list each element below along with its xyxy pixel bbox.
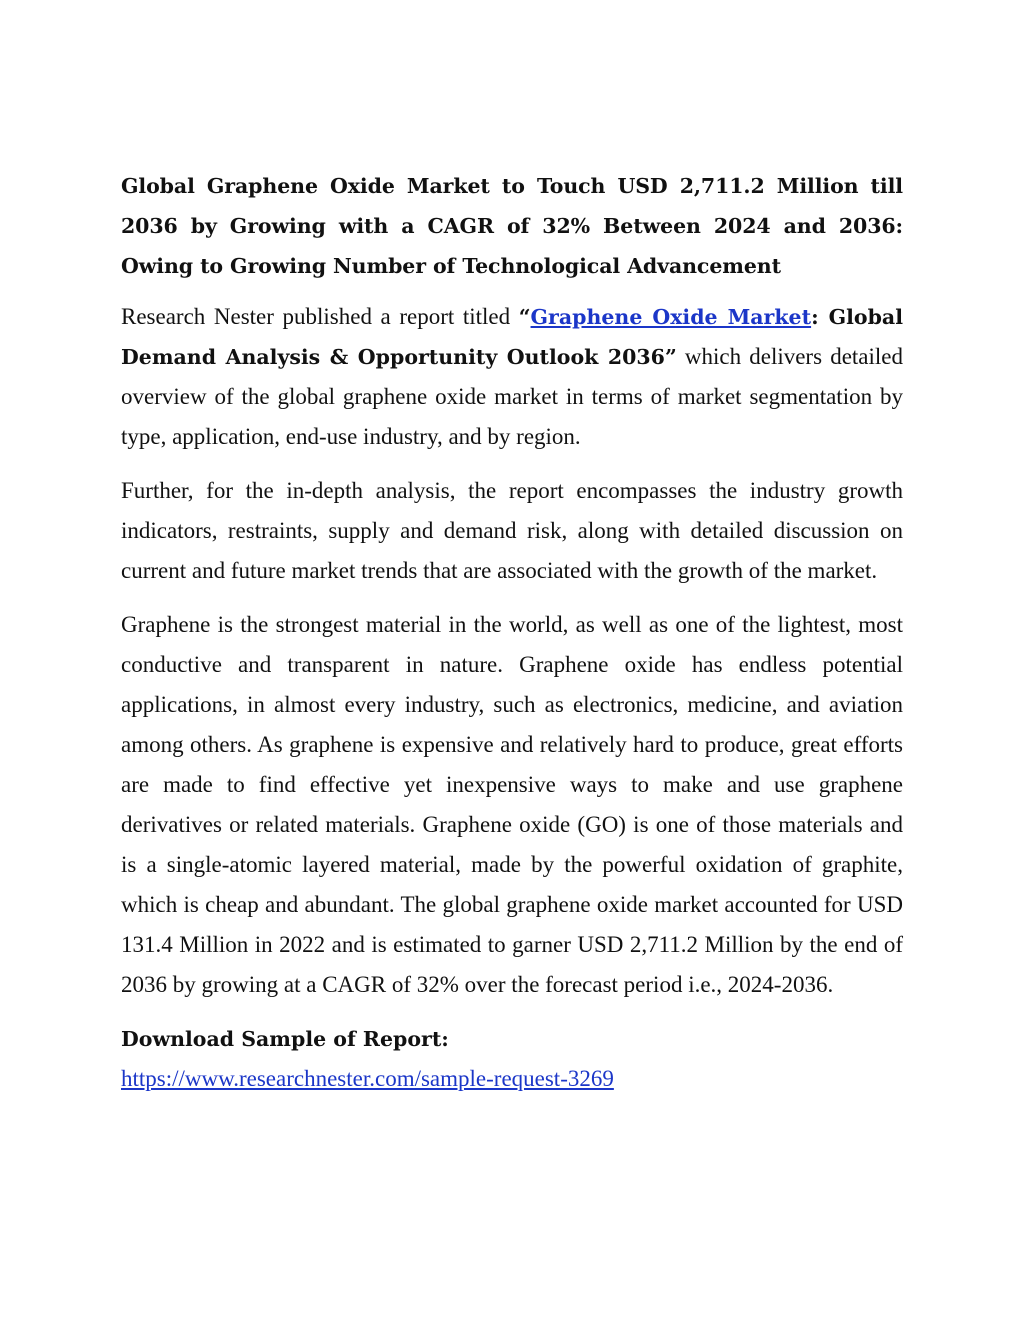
graphene-paragraph: Graphene is the strongest material in the world, as well as one of the lightest, most conductive and transparent in nature. Graphene oxide has endless potential applications, in almost every industry, such as electronics, medicine, and aviation among others. As graphene is expensive and relatively hard to produce, great efforts are made to find effective yet inexpensive ways to make and use graphene derivatives or related materials. Graphene oxide (GO) is one of those materials and is a single-atomic layered material, made by the powerful oxidation of graphite, which is cheap and abundant. The global graphene oxide market accounted for USD 131.4 Million in 2022 and is estimated to garner USD 2,711.2 Million by the end of 2036 by growing at a CAGR of 32% over the forecast period i.e., 2024-2036. (121, 612, 903, 997)
intro-prefix: Research Nester published a report titled (121, 304, 519, 329)
report-title-link[interactable]: Graphene Oxide Market (530, 305, 812, 329)
open-quote: “ (518, 305, 531, 329)
report-subtitle: : Global Demand Analysis & Opportunity Outlook 2036” (121, 305, 904, 369)
download-section (121, 1019, 903, 1099)
document-page (121, 166, 903, 1099)
document-title: Global Graphene Oxide Market to Touch USD 2,711.2 Million till 2036 by Growing with a CAGR of 32% Between 2024 and 2036: Owing to Growing Number of Technological Advancement (121, 174, 903, 278)
intro-suffix: which delivers detailed overview of the global graphene oxide market in terms of market segmentation by type, application, end-use industry, and by region. (121, 344, 903, 449)
intro-paragraph (121, 297, 903, 457)
sample-request-link[interactable]: https://www.researchnester.com/sample-request-3269 (121, 1066, 614, 1091)
analysis-paragraph: Further, for the in-depth analysis, the report encompasses the industry growth indicators, restraints, supply and demand risk, along with detailed discussion on current and future market trends that are associated with the growth of the market. (121, 478, 903, 583)
download-heading: Download Sample of Report: (121, 1027, 449, 1051)
